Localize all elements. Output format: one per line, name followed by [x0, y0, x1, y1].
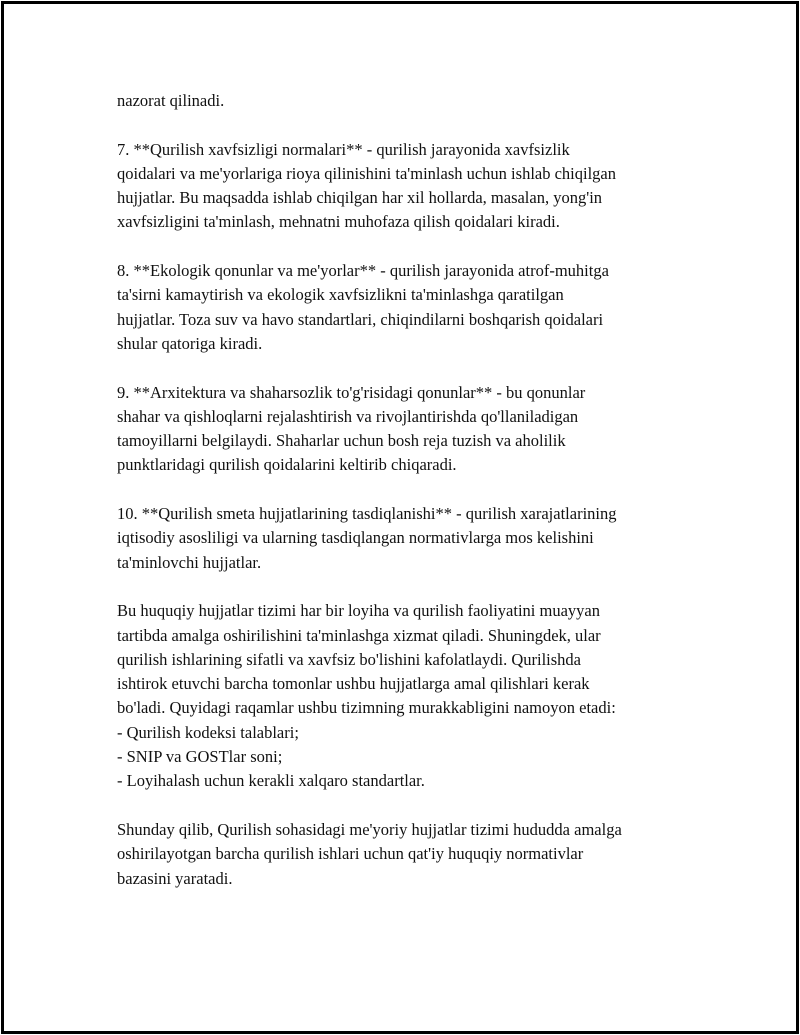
- text-line: Bu huquqiy hujjatlar tizimi har bir loyiha va qurilish faoliyatini muayyan: [117, 601, 600, 621]
- text-line: ta'minlovchi hujjatlar.: [117, 552, 262, 572]
- paragraph-item-7: [117, 138, 697, 235]
- text-line: ishtirok etuvchi barcha tomonlar ushbu hujjatlarga amal qilishlari kerak: [117, 674, 590, 694]
- text-line: qurilish ishlarining sifatli va xavfsiz bo'lishini kafolatlaydi. Qurilishda: [117, 649, 581, 669]
- text-line: Shunday qilib, Qurilish sohasidagi me'yoriy hujjatlar tizimi hududda amalga: [117, 819, 622, 839]
- text-line: oshirilayotgan barcha qurilish ishlari uchun qat'iy huquqiy normativlar: [117, 844, 584, 864]
- paragraph-item-10: [117, 502, 697, 575]
- text-line: punktlaridagi qurilish qoidalarini keltirib chiqaradi.: [117, 455, 457, 475]
- text-line: xavfsizligini ta'minlash, mehnatni muhofaza qilish qoidalari kiradi.: [117, 212, 560, 232]
- list-item: - Qurilish kodeksi talablari;: [117, 722, 299, 742]
- list-item: - SNIP va GOSTlar soni;: [117, 747, 283, 767]
- document-body: [117, 89, 697, 915]
- paragraph-item-8: [117, 259, 697, 356]
- text-line: shahar va qishloqlarni rejalashtirish va rivojlantirishda qo'llaniladigan: [117, 406, 579, 426]
- text-line: hujjatlar. Toza suv va havo standartlari, chiqindilarni boshqarish qoidalari: [117, 309, 604, 329]
- text-line: tamoyillarni belgilaydi. Shaharlar uchun bosh reja tuzish va aholilik: [117, 431, 566, 451]
- text-line: shular qatoriga kiradi.: [117, 333, 263, 353]
- text-line: 7. **Qurilish xavfsizligi normalari** - qurilish jarayonida xavfsizlik: [117, 139, 570, 159]
- text-line: hujjatlar. Bu maqsadda ishlab chiqilgan har xil hollarda, masalan, yong'in: [117, 188, 603, 208]
- text-line: ta'sirni kamaytirish va ekologik xavfsizlikni ta'minlashga qaratilgan: [117, 285, 564, 305]
- text-line: bazasini yaratadi.: [117, 868, 233, 888]
- text-line: 10. **Qurilish smeta hujjatlarining tasdiqlanishi** - qurilish xarajatlarining: [117, 504, 617, 524]
- paragraph-intro-continuation: [117, 89, 697, 113]
- text-line: 9. **Arxitektura va shaharsozlik to'g'risidagi qonunlar** - bu qonunlar: [117, 382, 586, 402]
- text-line: iqtisodiy asosliligi va ularning tasdiqlangan normativlarga mos kelishini: [117, 528, 594, 548]
- text-line: tartibda amalga oshirilishini ta'minlashga xizmat qiladi. Shuningdek, ular: [117, 625, 601, 645]
- list-item: - Loyihalash uchun kerakli xalqaro standartlar.: [117, 771, 425, 791]
- text-line: nazorat qilinadi.: [117, 91, 225, 110]
- text-line: 8. **Ekologik qonunlar va me'yorlar** - qurilish jarayonida atrof-muhitga: [117, 261, 609, 281]
- paragraph-conclusion: [117, 818, 697, 891]
- paragraph-summary: [117, 599, 697, 793]
- text-line: bo'ladi. Quyidagi raqamlar ushbu tizimning murakkabligini namoyon etadi:: [117, 698, 616, 718]
- paragraph-item-9: [117, 381, 697, 478]
- text-line: qoidalari va me'yorlariga rioya qilinishini ta'minlash uchun ishlab chiqilgan: [117, 163, 616, 183]
